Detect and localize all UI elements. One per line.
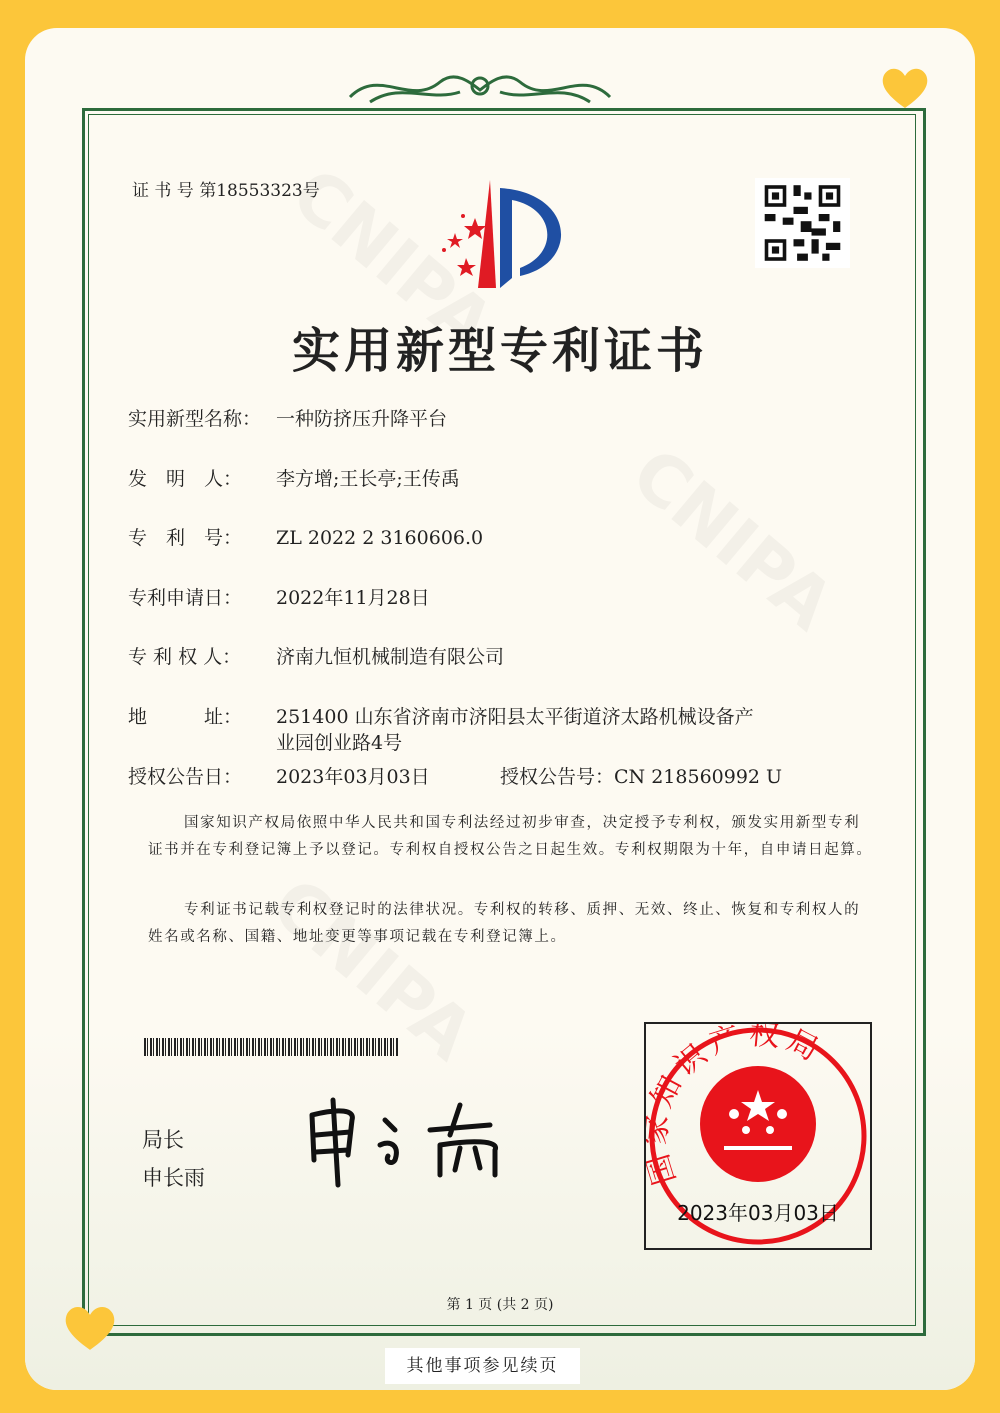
field-grant-date: 授权公告日： 2023年03月03日 (128, 766, 430, 788)
ornament-top (340, 62, 620, 112)
certificate-number: 证 书 号 第18553323号 (132, 181, 320, 201)
field-inventor: 发 明 人： 李方增;王长亭;王传禹 (128, 468, 460, 490)
paragraph-2: 专利证书记载专利权登记时的法律状况。专利权的转移、质押、无效、终止、恢复和专利权人的姓名或名称、国籍、地址变更等事项记载在专利登记簿上。 (148, 902, 861, 945)
director-name: 申长雨 (142, 1166, 205, 1190)
signature (300, 1090, 520, 1190)
field-address-line2: 业园创业路4号 (276, 732, 403, 754)
field-grant-number: 授权公告号：CN 218560992 U (500, 766, 783, 788)
field-patent-number: 专 利 号： ZL 2022 2 3160606.0 (128, 527, 484, 549)
field-address: 地 址： 251400 山东省济南市济阳县太平街道济太路机械设备产 (128, 706, 754, 728)
field-patentee: 专 利 权 人： 济南九恒机械制造有限公司 (128, 646, 505, 668)
paragraph-1: 国家知识产权局依照中华人民共和国专利法经过初步审查，决定授予专利权，颁发实用新型专利证书并在专利登记簿上予以登记。专利权自授权公告之日起生效。专利权期限为十年，自申请日起算。 (148, 815, 873, 858)
barcode (144, 1038, 398, 1056)
continued-note: 其他事项参见续页 (385, 1348, 580, 1384)
qr-code[interactable] (755, 178, 850, 268)
director-title: 局长 (142, 1128, 184, 1152)
seal-text: 知识产权局 (646, 1024, 830, 1114)
seal-box (644, 1022, 872, 1250)
field-name: 实用新型名称： 一种防挤压升降平台 (128, 408, 448, 430)
official-seal (646, 1024, 870, 1248)
page-title: 实用新型专利证书 (291, 323, 708, 379)
page-indicator: 第 1 页 (共 2 页) (446, 1297, 554, 1313)
field-application-date: 专利申请日： 2022年11月28日 (128, 587, 430, 609)
seal-date: 2023年03月03日 (677, 1201, 839, 1225)
heart-icon (880, 66, 930, 110)
cnipa-logo (430, 178, 575, 290)
